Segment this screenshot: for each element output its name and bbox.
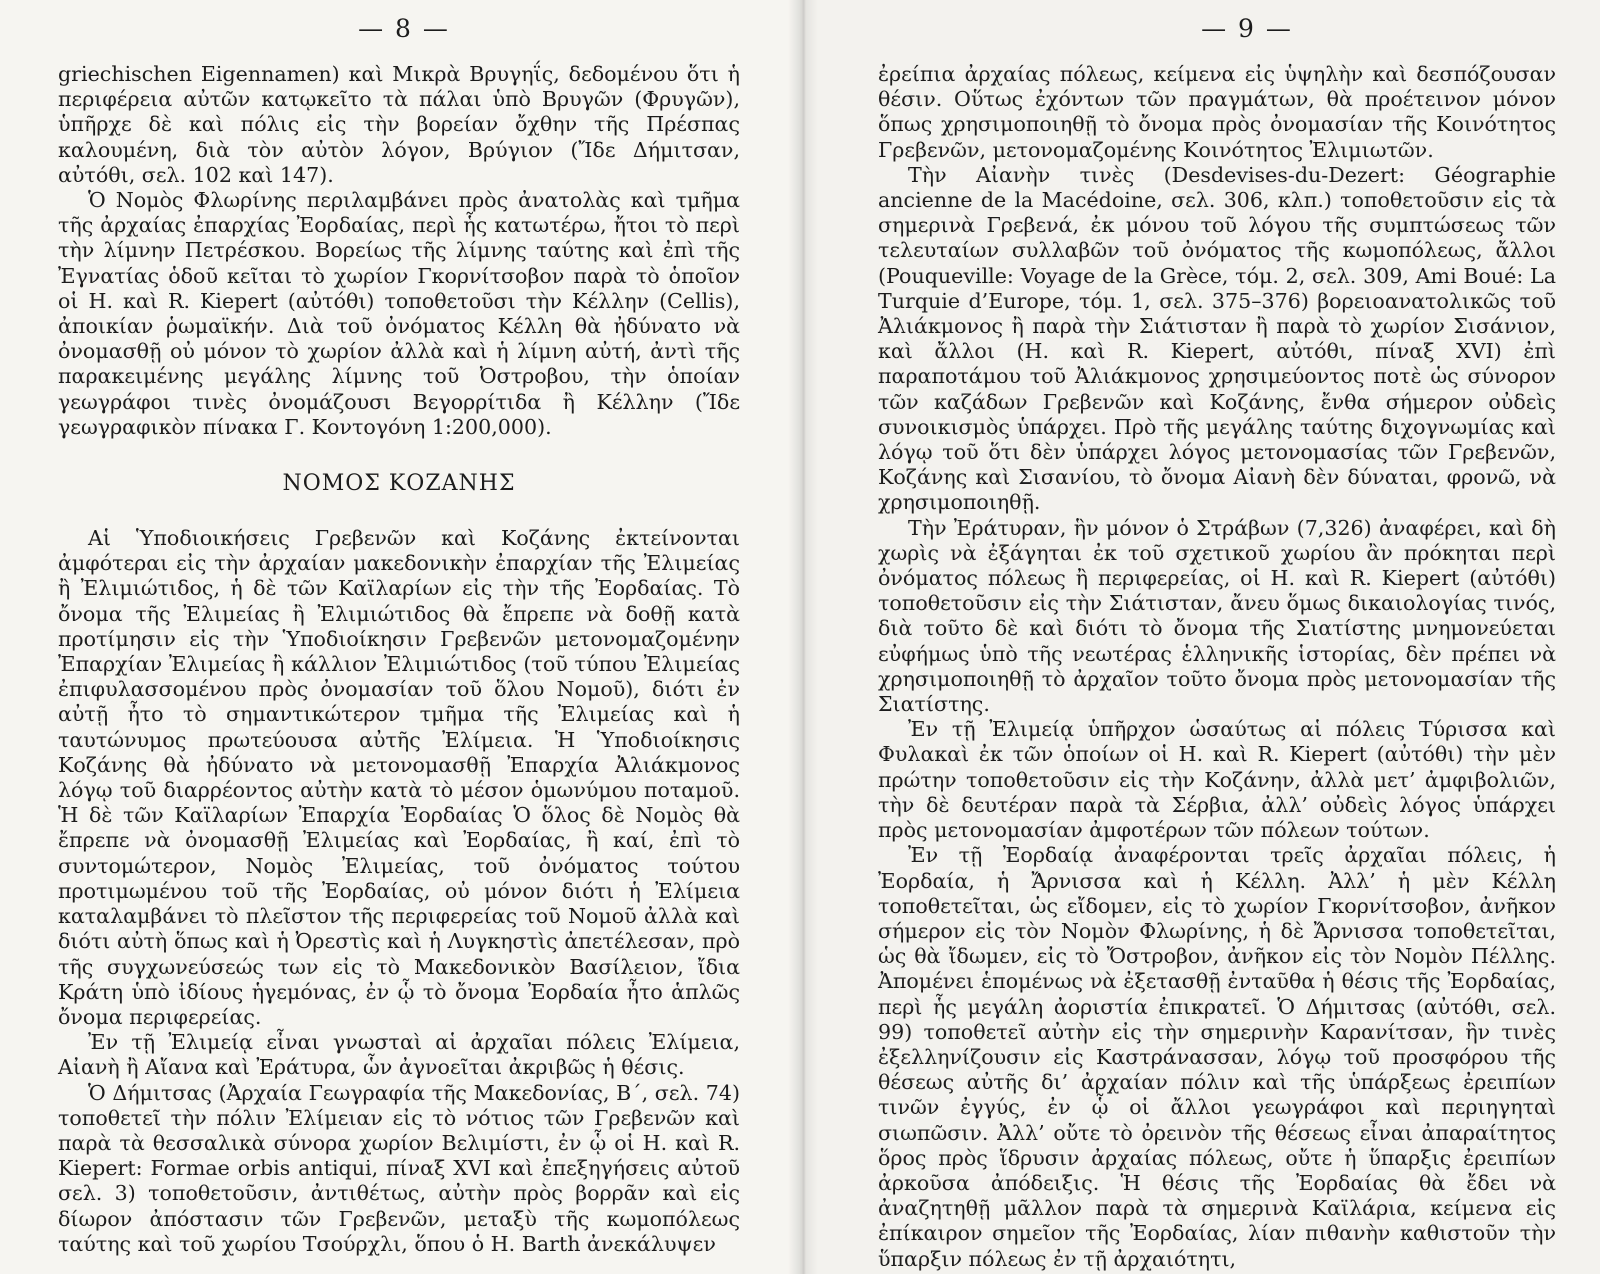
right-paragraph-1: ἐρείπια ἀρχαίας πόλεως, κείμενα εἰς ὑψηλὴν καὶ δεσπόζουσαν θέσιν. Οὕτως ἐχόντων τῶν πραγμάτων, θὰ προέτεινον μόνον ὅπως χρησιμοποιηθῇ τὸ ὄνομα πρὸς ὀνομασίαν τῆς Κοινότητος Γρεβενῶν, μετονομαζομένης Κοινότητος Ἐλιμιωτῶν. <box>878 62 1556 162</box>
right-paragraph-5: Ἐν τῇ Ἐορδαίᾳ ἀναφέρονται τρεῖς ἀρχαῖαι πόλεις, ἡ Ἐορδαία, ἡ Ἄρνισσα καὶ ἡ Κέλλη. Ἀλλ’ ἡ μὲν Κέλλη τοποθετεῖται, ὡς εἴδομεν, εἰς τὸ χωρίον Γκορνίτσοβον, ἀνῆκον σήμερον εἰς τὸν Νομὸν Φλωρίνης, ἡ δὲ Ἄρνισσα τοποθετεῖται, ὡς θὰ ἴδωμεν, εἰς τὸ Ὄστροβον, ἀνῆκον εἰς τὸν Νομὸν Πέλλης. Ἀπομένει ἑπομένως νὰ ἐξετασθῇ ἐνταῦθα ἡ θέσις τῆς Ἐορδαίας, περὶ ἧς μεγάλη ἀοριστία ἐπικρατεῖ. Ὁ Δήμιτσας (αὐτόθι, σελ. 99) τοποθετεῖ αὐτὴν εἰς τὴν σημερινὴν Καρανίτσαν, ἣν τινὲς ἐξελληνίζουσιν εἰς Καστράνασσαν, λόγῳ τοῦ προσφόρου τῆς θέσεως αὐτῆς δι’ ἀρχαίαν πόλιν καὶ τῆς ὑπάρξεως ἐρειπίων τινῶν ἐγγύς, ἐν ᾧ οἱ ἄλλοι γεωγράφοι καὶ περιηγηταὶ σιωπῶσιν. Ἀλλ’ οὔτε τὸ ὀρεινὸν τῆς θέσεως εἶναι ἀπαραίτητος ὅρος πρὸς ἵδρυσιν ἀρχαίας πόλεως, οὔτε ἡ ὕπαρξις ἐρειπίων ἀρκοῦσα ἀπόδειξις. Ἡ θέσις τῆς Ἐορδαίας θὰ ἔδει νὰ ἀναζητηθῇ μᾶλλον παρὰ τὰ σημερινὰ Καϊλάρια, κείμενα εἰς ἐπίκαιρον σημεῖον τῆς Ἐορδαίας, λίαν πιθανὴν καθιστοῦν τὴν ὕπαρξιν πόλεως ἐν τῇ ἀρχαιότητι, <box>878 843 1556 1271</box>
right-paragraph-3: Τὴν Ἐράτυραν, ἣν μόνον ὁ Στράβων (7,326) ἀναφέρει, καὶ δὴ χωρὶς νὰ ἐξάγηται ἐκ τοῦ σχετικοῦ χωρίου ἂν πρόκηται περὶ ὀνόματος πόλεως ἢ περιφερείας, οἱ H. καὶ R. Kiepert (αὐτόθι) τοποθετοῦσιν εἰς τὴν Σιάτισταν, ἄνευ ὅμως δικαιολογίας τινός, διὰ τοῦτο δὲ καὶ διότι τὸ ὄνομα τῆς Σιατίστης μνημονεύεται εὐφήμως ὑπὸ τῆς νεωτέρας ἑλληνικῆς ἱστορίας, δὲν πρέπει νὰ χρησιμοποιηθῇ τὸ ἀρχαῖον τοῦτο ὄνομα πρὸς μετονομασίαν τῆς Σιατίστης. <box>878 515 1556 717</box>
book-gutter <box>788 0 818 1274</box>
right-page <box>800 0 1600 1274</box>
section-heading: ΝΟΜΟΣ ΚΟΖΑΝΗΣ <box>282 471 516 497</box>
left-paragraph-1: griechischen Eigennamen) καὶ Μικρὰ Βρυγηΐς, δεδομένου ὅτι ἡ περιφέρεια αὐτῶν κατῳκεῖτο τὰ πάλαι ὑπὸ Βρυγῶν (Φρυγῶν), ὑπῆρχε δὲ καὶ πόλις εἰς τὴν βορείαν ὄχθην τῆς Πρέσπας καλουμένη, διὰ τὸν αὐτὸν λόγον, Βρύγιον (Ἴδε Δήμιτσαν, αὐτόθι, σελ. 102 καὶ 147). <box>58 62 740 187</box>
right-paragraph-4: Ἐν τῇ Ἐλιμείᾳ ὑπῆρχον ὡσαύτως αἱ πόλεις Τύρισσα καὶ Φυλακαὶ ἐκ τῶν ὁποίων οἱ H. καὶ R. Kiepert (αὐτόθι) τὴν μὲν πρώτην τοποθετοῦσιν εἰς τὴν Κοζάνην, ἀλλὰ μετ’ ἀμφιβολιῶν, τὴν δὲ δευτέραν παρὰ τὰ Σέρβια, ἀλλ’ οὐδεὶς λόγος ὑπάρχει πρὸς μετονομασίαν ἀμφοτέρων τῶν πόλεων τούτων. <box>878 717 1556 843</box>
right-paragraph-2: Τὴν Αἰανὴν τινὲς (Desdevises-du-Dezert: Géographie ancienne de la Macédoine, σελ. 306, κλπ.) τοποθετοῦσιν εἰς τὰ σημερινὰ Γρεβενά, ἐκ μόνου τοῦ λόγου τῆς συμπτώσεως τῶν τελευταίων συλλαβῶν τοῦ ὀνόματος τῆς κωμοπόλεως, ἄλλοι (Pouqueville: Voyage de la Grèce, τόμ. 2, σελ. 309, Ami Boué: La Turquie d’Europe, τόμ. 1, σελ. 375–376) βορειοανατολικῶς τοῦ Ἀλιάκμονος ἢ παρὰ τὴν Σιάτισταν ἢ παρὰ τὸ χωρίον Σισάνιον, καὶ ἄλλοι (H. καὶ R. Kiepert, αὐτόθι, πίναξ XVI) ἐπὶ παραποτάμου τοῦ Ἀλιάκμονος χρησιμεύοντος ποτὲ ὡς σύνορον τῶν καζάδων Γρεβενῶν καὶ Κοζάνης, ἔνθα σήμερον οὐδεὶς συνοικισμὸς ὑπάρχει. Πρὸ τῆς μεγάλης ταύτης διχογνωμίας καὶ λόγῳ τοῦ ὅτι δὲν ὑπάρχει λόγος μετονομασίας τῶν Γρεβενῶν, Κοζάνης καὶ Σισανίου, τὸ ὄνομα Αἰανὴ δὲν δύναται, φρονῶ, νὰ χρησιμοποιηθῇ. <box>878 162 1556 515</box>
left-paragraph-5: Ὁ Δήμιτσας (Ἀρχαία Γεωγραφία τῆς Μακεδονίας, Β΄, σελ. 74) τοποθετεῖ τὴν πόλιν Ἐλίμειαν εἰς τὸ νότιος τῶν Γρεβενῶν καὶ παρὰ τὰ θεσσαλικὰ σύνορα χωρίον Βελιμίστι, ἐν ᾧ οἱ H. καὶ R. Kiepert: Formae orbis antiqui, πίναξ XVI καὶ ἐπεξηγήσεις αὐτοῦ σελ. 3) τοποθετοῦσιν, ἀντιθέτως, αὐτὴν πρὸς βορρᾶν καὶ εἰς δίωρον ἀπόστασιν τῶν Γρεβενῶν, μεταξὺ τῆς κωμοπόλεως ταύτης καὶ τοῦ χωρίου Τσούρχλι, ὅπου ὁ H. Barth ἀνεκάλυψεν <box>58 1080 740 1256</box>
left-paragraph-4: Ἐν τῇ Ἐλιμείᾳ εἶναι γνωσταὶ αἱ ἀρχαῖαι πόλεις Ἐλίμεια, Αἰανὴ ἢ Αἴανα καὶ Ἐράτυρα, ὧν ἀγνοεῖται ἀκριβῶς ἡ θέσις. <box>58 1030 740 1080</box>
left-paragraph-2: Ὁ Νομὸς Φλωρίνης περιλαμβάνει πρὸς ἀνατολὰς καὶ τμῆμα τῆς ἀρχαίας ἐπαρχίας Ἐορδαίας, περὶ ἧς κατωτέρω, ἤτοι τὸ περὶ τὴν λίμνην Πετρέσκου. Βορείως τῆς λίμνης ταύτης καὶ ἐπὶ τῆς Ἐγνατίας ὁδοῦ κεῖται τὸ χωρίον Γκορνίτσοβον παρὰ τὸ ὁποῖον οἱ H. καὶ R. Kiepert (αὐτόθι) τοποθετοῦσι τὴν Κέλλην (Cellis), ἀποικίαν ῥωμαϊκήν. Διὰ τοῦ ὀνόματος Κέλλη θὰ ἠδύνατο νὰ ὀνομασθῇ οὐ μόνον τὸ χωρίον ἀλλὰ καὶ ἡ λίμνη αὐτή, ἀντὶ τῆς παρακειμένης μεγάλης λίμνης τοῦ Ὀστροβου, τὴν ὁποίαν γεωγράφοι τινὲς ὀνομάζουσι Βεγορρίτιδα ἢ Κέλλην (Ἴδε γεωγραφικὸν πίνακα Γ. Κοντογόνη 1:200,000). <box>58 188 740 439</box>
page-number-left: — 8 — <box>358 14 450 43</box>
page-number-right: — 9 — <box>1201 14 1293 43</box>
left-paragraph-3: Αἱ Ὑποδιοικήσεις Γρεβενῶν καὶ Κοζάνης ἐκτείνονται ἀμφότεραι εἰς τὴν ἀρχαίαν μακεδονικὴν ἐπαρχίαν τῆς Ἐλιμείας ἢ Ἐλιμιώτιδος, ἡ δὲ τῶν Καϊλαρίων εἰς τὴν τῆς Ἐορδαίας. Τὸ ὄνομα τῆς Ἐλιμείας ἢ Ἐλιμιώτιδος θὰ ἔπρεπε νὰ δοθῇ κατὰ προτίμησιν εἰς τὴν Ὑποδιοίκησιν Γρεβενῶν μετονομαζομένην Ἐπαρχίαν Ἐλιμείας ἢ κάλλιον Ἐλιμιώτιδος (τοῦ τύπου Ἐλιμείας ἐπιφυλασσομένου πρὸς ὀνομασίαν τοῦ ὅλου Νομοῦ), διότι ἐν αὐτῇ ἦτο τὸ σημαντικώτερον τμῆμα τῆς Ἐλιμείας καὶ ἡ ταυτώνυμος πρωτεύουσα αὐτῆς Ἐλίμεια. Ἡ Ὑποδιοίκησις Κοζάνης θὰ ἠδύνατο νὰ μετονομασθῇ Ἐπαρχία Ἀλιάκμονος λόγῳ τοῦ διαρρέοντος αὐτὴν κατὰ τὸ μέσον ὁμωνύμου ποταμοῦ. Ἡ δὲ τῶν Καϊλαρίων Ἐπαρχία Ἐορδαίας Ὁ ὅλος δὲ Νομὸς θὰ ἔπρεπε νὰ ὀνομασθῇ Ἐλιμείας καὶ Ἐορδαίας, ἢ καί, ἐπὶ τὸ συντομώτερον, Νομὸς Ἐλιμείας, τοῦ ὀνόματος τούτου προτιμωμένου τοῦ τῆς Ἐορδαίας, οὐ μόνον διότι ἡ Ἐλίμεια καταλαμβάνει τὸ πλεῖστον τῆς περιφερείας τοῦ Νομοῦ ἀλλὰ καὶ διότι αὐτὴ ὅπως καὶ ἡ Ὀρεστὶς καὶ ἡ Λυγκηστὶς ἀπετέλεσαν, πρὸ τῆς συγχωνεύσεώς των εἰς τὸ Μακεδονικὸν Βασίλειον, ἴδια Κράτη ὑπὸ ἰδίους ἡγεμόνας, ἐν ᾧ τὸ ὄνομα Ἐορδαία ἦτο ἁπλῶς ὄνομα περιφερείας. <box>58 526 740 1029</box>
